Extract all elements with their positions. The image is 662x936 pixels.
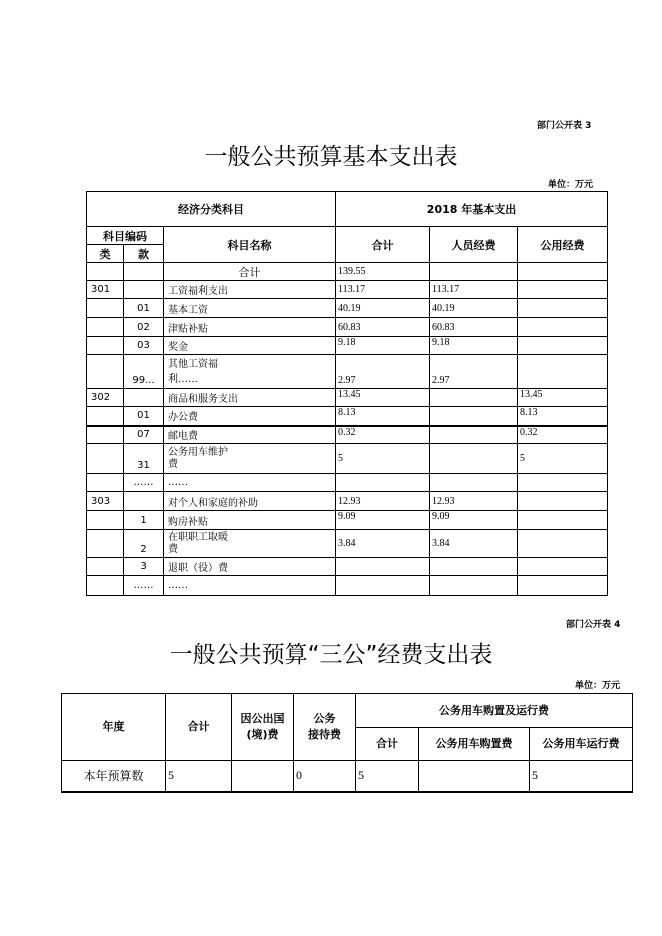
- cell-personnel: [430, 263, 518, 281]
- table3-title: 一般公共预算基本支出表: [204, 144, 458, 170]
- header-total: 合计: [166, 694, 232, 761]
- cell-total: 139.55: [336, 263, 430, 281]
- cell-lei: [87, 263, 124, 281]
- cell-public: 5: [518, 444, 608, 474]
- cell-name: 津贴补贴: [164, 318, 336, 337]
- table4-label: 部门公开表 4: [566, 620, 621, 630]
- cell-abroad: [232, 761, 294, 792]
- cell-total: 13.45: [336, 389, 430, 407]
- cell-public: [518, 530, 608, 558]
- table-row: [87, 511, 608, 530]
- header-subject-code: 科目编码: [87, 227, 164, 245]
- cell-name: 基本工资: [164, 299, 336, 318]
- cell-public: [518, 558, 608, 576]
- table-row: [87, 318, 608, 337]
- cell-kuan: 3: [124, 558, 164, 576]
- cell-public: [518, 492, 608, 511]
- cell-public: [518, 263, 608, 281]
- table-row: [87, 263, 608, 281]
- cell-reception: 0: [294, 761, 356, 792]
- cell-personnel: [430, 558, 518, 576]
- cell-year: 本年预算数: [62, 761, 166, 792]
- header-vehicle-operation: 公务用车运行费: [530, 728, 633, 761]
- cell-vehicle-purchase: [419, 761, 530, 792]
- cell-total: [336, 576, 430, 596]
- cell-name: 商品和服务支出: [164, 389, 336, 407]
- cell-public: [518, 511, 608, 530]
- table-row: [87, 474, 608, 492]
- cell-personnel: [430, 576, 518, 596]
- cell-name: ……: [164, 576, 336, 596]
- cell-kuan: 02: [124, 318, 164, 337]
- header-kuan: 款: [124, 245, 164, 263]
- cell-name: 合计: [164, 263, 336, 281]
- cell-personnel: 12.93: [430, 492, 518, 511]
- header-public: 公用经费: [518, 227, 608, 263]
- cell-name: ……: [164, 474, 336, 492]
- cell-total: 60.83: [336, 318, 430, 337]
- cell-kuan: 99...: [124, 355, 164, 389]
- cell-lei: [87, 337, 124, 355]
- cell-kuan: [124, 492, 164, 511]
- cell-total: 9.09: [336, 511, 430, 530]
- cell-public: [518, 281, 608, 299]
- table-row: [62, 761, 633, 792]
- cell-lei: [87, 355, 124, 389]
- table3-unit: 单位：万元: [548, 180, 594, 190]
- cell-personnel: [430, 444, 518, 474]
- table-row: [87, 299, 608, 318]
- cell-kuan: 07: [124, 426, 164, 444]
- cell-name: 购房补贴: [164, 511, 336, 530]
- cell-lei: [87, 407, 124, 426]
- cell-kuan: ……: [124, 576, 164, 596]
- header-reception-line2: 接待费: [308, 728, 341, 741]
- cell-public: 8.13: [518, 407, 608, 426]
- header-abroad-line1: 因公出国: [240, 712, 285, 725]
- table3-label: 部门公开表 3: [537, 121, 592, 131]
- cell-name: 办公费: [164, 407, 336, 426]
- cell-vehicle-total: 5: [356, 761, 419, 792]
- table4-title: 一般公共预算“三公”经费支出表: [169, 642, 493, 668]
- header-vehicle-total: 合计: [356, 728, 419, 761]
- cell-name: 对个人和家庭的补助: [164, 492, 336, 511]
- header-basic-expense: 2018 年基本支出: [336, 192, 608, 227]
- cell-name: 邮电费: [164, 426, 336, 444]
- cell-personnel: [430, 389, 518, 407]
- cell-personnel: [430, 474, 518, 492]
- cell-public: [518, 355, 608, 389]
- header-econ-class: 经济分类科目: [87, 192, 336, 227]
- cell-name: 奖金: [164, 337, 336, 355]
- header-vehicle-purchase: 公务用车购置费: [419, 728, 530, 761]
- table-row: [87, 389, 608, 407]
- header-abroad: [232, 694, 294, 761]
- cell-total: 2.97: [336, 355, 430, 389]
- cell-public: 0.32: [518, 426, 608, 444]
- cell-kuan: 1: [124, 511, 164, 530]
- cell-lei: [87, 530, 124, 558]
- cell-public: [518, 474, 608, 492]
- cell-kuan: 2: [124, 530, 164, 558]
- header-personnel: 人员经费: [430, 227, 518, 263]
- cell-public: 13.45: [518, 389, 608, 407]
- cell-kuan: ……: [124, 474, 164, 492]
- table-row: [87, 355, 608, 389]
- table-row: [87, 281, 608, 299]
- table-row: [87, 530, 608, 558]
- cell-kuan: [124, 263, 164, 281]
- cell-personnel: 40.19: [430, 299, 518, 318]
- cell-lei: 301: [87, 281, 124, 299]
- header-subject-name: 科目名称: [164, 227, 336, 263]
- cell-personnel: 2.97: [430, 355, 518, 389]
- cell-total: [336, 474, 430, 492]
- table-row: [87, 558, 608, 576]
- cell-name: 其他工资福利……: [168, 358, 218, 385]
- cell-lei: [87, 474, 124, 492]
- header-lei: 类: [87, 245, 124, 263]
- header-reception: [294, 694, 356, 761]
- cell-total: [336, 558, 430, 576]
- cell-lei: [87, 576, 124, 596]
- three-public-expense-table: [61, 693, 633, 793]
- header-total: 合计: [336, 227, 430, 263]
- cell-personnel: 9.18: [430, 337, 518, 355]
- cell-lei: [87, 299, 124, 318]
- table-row: [87, 576, 608, 596]
- header-abroad-line2: (境)费: [246, 728, 279, 741]
- cell-kuan: [124, 389, 164, 407]
- cell-lei: [87, 318, 124, 337]
- cell-lei: [87, 558, 124, 576]
- table4-unit: 单位：万元: [575, 681, 621, 691]
- cell-lei: 303: [87, 492, 124, 511]
- table-row: [87, 337, 608, 355]
- cell-public: [518, 337, 608, 355]
- cell-lei: [87, 511, 124, 530]
- header-vehicle: 公务用车购置及运行费: [356, 694, 633, 728]
- cell-lei: 302: [87, 389, 124, 407]
- cell-personnel: 3.84: [430, 530, 518, 558]
- header-reception-line1: 公务: [313, 712, 336, 725]
- cell-total: 5: [166, 761, 232, 792]
- cell-total: 5: [336, 444, 430, 474]
- table-row: [87, 426, 608, 444]
- cell-kuan: 01: [124, 407, 164, 426]
- cell-name: 公务用车维护费: [168, 446, 228, 470]
- table-row: [87, 492, 608, 511]
- cell-total: 9.18: [336, 337, 430, 355]
- cell-kuan: 31: [124, 444, 164, 474]
- cell-personnel: 60.83: [430, 318, 518, 337]
- cell-kuan: 01: [124, 299, 164, 318]
- cell-lei: [87, 444, 124, 474]
- table-row: [87, 407, 608, 426]
- cell-name: 在职职工取暖费: [168, 531, 228, 555]
- cell-total: 40.19: [336, 299, 430, 318]
- cell-personnel: [430, 426, 518, 444]
- table-row: [87, 444, 608, 474]
- cell-kuan: [124, 281, 164, 299]
- cell-kuan: 03: [124, 337, 164, 355]
- cell-public: [518, 299, 608, 318]
- cell-total: 12.93: [336, 492, 430, 511]
- cell-total: 8.13: [336, 407, 430, 426]
- cell-total: 113.17: [336, 281, 430, 299]
- cell-total: 3.84: [336, 530, 430, 558]
- cell-vehicle-operation: 5: [530, 761, 633, 792]
- cell-personnel: 9.09: [430, 511, 518, 530]
- cell-public: [518, 576, 608, 596]
- cell-name: 工资福利支出: [164, 281, 336, 299]
- cell-name: 退职（役）费: [164, 558, 336, 576]
- cell-public: [518, 318, 608, 337]
- cell-personnel: 113.17: [430, 281, 518, 299]
- cell-personnel: [430, 407, 518, 426]
- basic-expense-table: [86, 191, 608, 596]
- cell-total: 0.32: [336, 426, 430, 444]
- header-year: 年度: [62, 694, 166, 761]
- cell-lei: [87, 426, 124, 444]
